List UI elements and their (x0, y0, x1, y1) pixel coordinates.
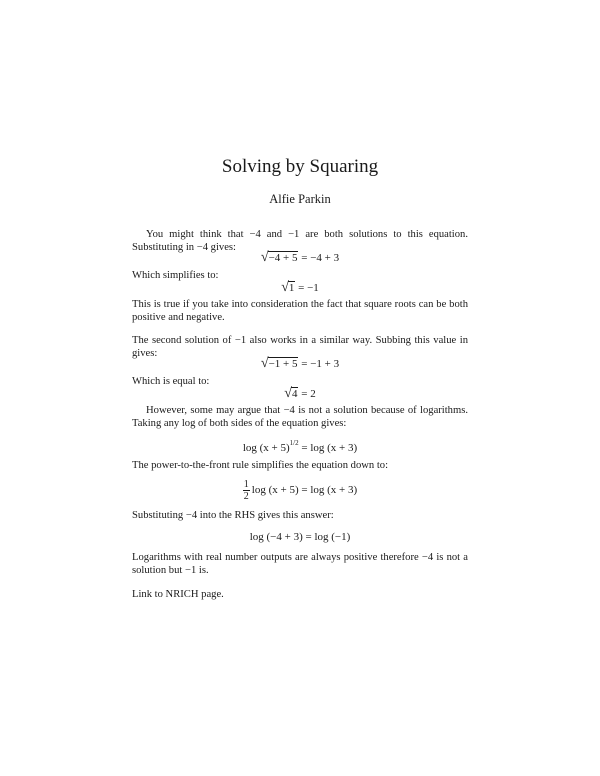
paragraph-logarithms: However, some may argue that −4 is not a solution because of logarithms. Taking any log of both sides of the equation gives: (132, 405, 468, 429)
sqrt-expression: √ 1 (281, 280, 295, 295)
nrich-link[interactable]: Link to NRICH page. (132, 589, 224, 600)
equation-sqrt4 (0, 387, 600, 401)
paragraph-second-solution: The second solution of −1 also works in a similar way. Subbing this value in gives: (132, 335, 468, 359)
paragraph-substituting-rhs: Substituting −4 into the RHS gives this answer: (132, 510, 334, 521)
fraction-numerator: 1 (243, 479, 249, 490)
radicand: −4 + 5 (268, 252, 298, 264)
page-title: Solving by Squaring (221, 156, 379, 177)
exponent-fraction: 1/2 (289, 439, 299, 447)
radicand: 1 (288, 282, 295, 294)
exponent-numerator: 1 (289, 439, 294, 447)
equation-log-substituted: log (−4 + 3) = log (−1) (249, 531, 351, 543)
paragraph-intro: You might think that −4 and −1 are both solutions to this equation. Substituting in −4 gives: (132, 229, 468, 253)
paragraph-square-roots: This is true if you take into consideration the fact that square roots can be both positive and negative. (132, 299, 468, 323)
sqrt-expression: √ 4 (284, 386, 298, 401)
radicand: 4 (291, 388, 298, 400)
paragraph-equal-to: Which is equal to: (132, 376, 210, 387)
equation-rhs: = −1 + 3 (298, 358, 340, 370)
sqrt-expression: √ −1 + 5 (260, 356, 298, 371)
radicand: −1 + 5 (268, 358, 298, 370)
equation-sqrt1 (0, 281, 600, 295)
fraction-denominator: 2 (243, 491, 249, 502)
equation-rhs: = 2 (298, 388, 316, 400)
fraction-one-half (243, 479, 250, 502)
author-name: Alfie Parkin (269, 192, 331, 206)
equation-rhs: = −4 + 3 (298, 252, 340, 264)
equation-body: log (x + 5) = log (x + 3) (251, 484, 358, 497)
equation-log-both-sides (0, 436, 600, 455)
paragraph-power-rule: The power-to-the-front rule simplifies the equation down to: (132, 460, 389, 471)
equation-substitute-minus4 (0, 251, 600, 265)
equation-power-rule (0, 479, 600, 502)
paragraph-simplifies: Which simplifies to: (132, 270, 219, 281)
equation-lhs: log (x + 5) (242, 442, 290, 454)
sqrt-expression: √ −4 + 5 (260, 250, 298, 265)
paragraph-conclusion: Logarithms with real number outputs are always positive therefore −4 is not a solution but −1 is. (132, 552, 468, 576)
equation-substitute-minus1 (0, 357, 600, 371)
equation-rhs: = −1 (295, 282, 319, 294)
equation-rhs: = log (x + 3) (298, 442, 358, 454)
exponent-denominator: 2 (295, 439, 299, 447)
